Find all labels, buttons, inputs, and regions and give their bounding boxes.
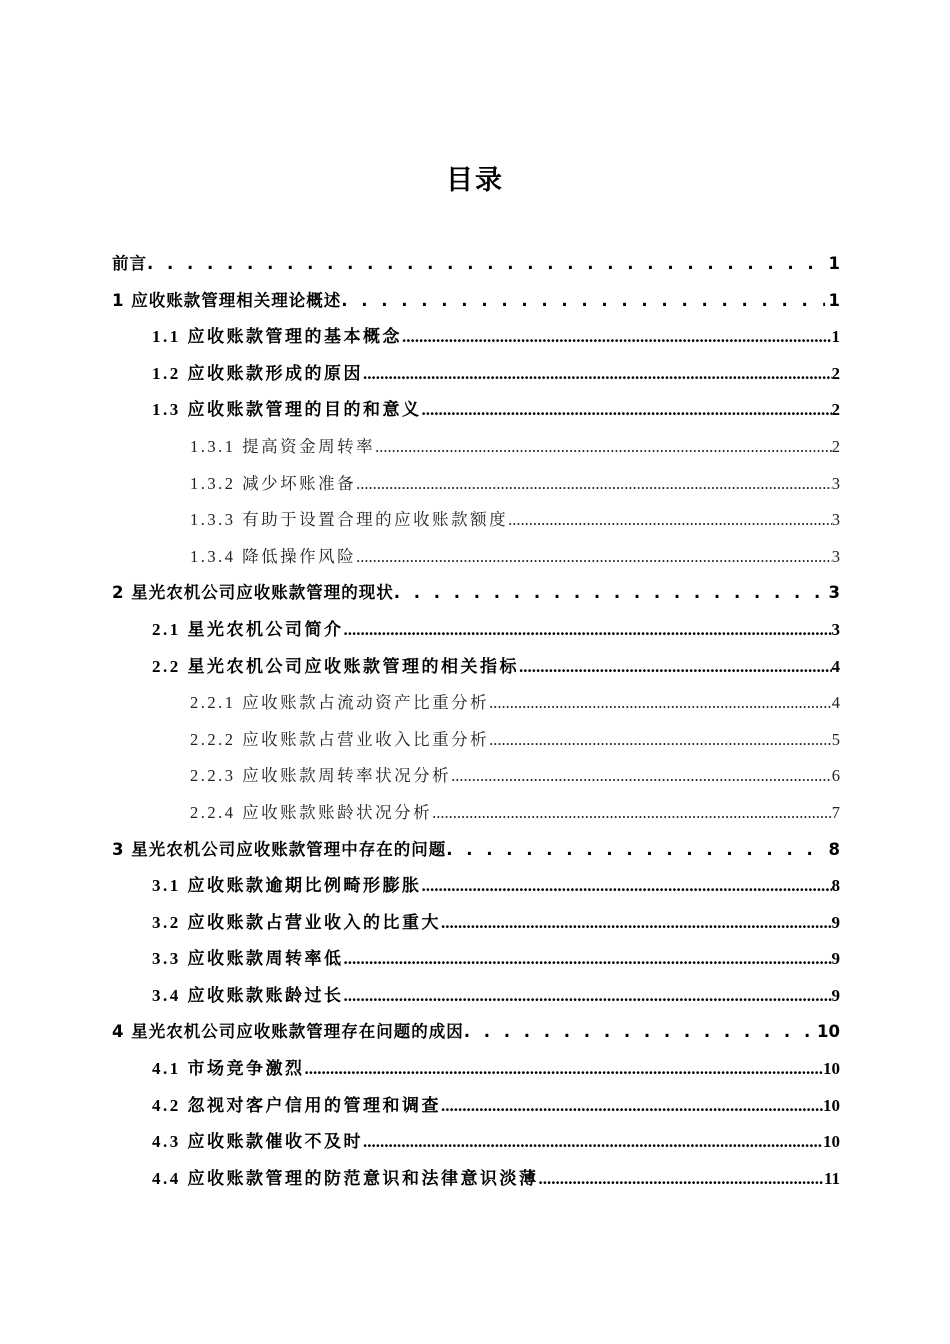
toc-dot-leader (363, 1124, 823, 1161)
toc-entry-level-1[interactable] (112, 283, 840, 320)
toc-dot-leader (539, 1161, 824, 1198)
toc-page-number: 9 (831, 949, 840, 969)
toc-entry-label: 2.2.2 应收账款占营业收入比重分析 (190, 729, 490, 749)
toc-dot-leader (441, 1088, 823, 1125)
toc-page-number: 4 (831, 656, 840, 676)
toc-page-number: 2 (831, 400, 840, 420)
toc-entry-label: 1.3.4 降低操作风险 (190, 546, 357, 566)
toc-entry-level-2[interactable] (112, 1124, 840, 1161)
toc-entry-label: 2.2.4 应收账款账龄状况分析 (190, 802, 433, 822)
toc-dot-leader (451, 758, 832, 795)
toc-entry-label: 4.4 应收账款管理的防范意识和法律意识淡薄 (152, 1168, 539, 1188)
toc-page-number: 6 (831, 766, 840, 786)
toc-dot-leader (508, 502, 832, 539)
toc-dot-leader (344, 612, 832, 649)
toc-entry-label: 2 星光农机公司应收账款管理的现状 (112, 583, 394, 603)
toc-entry-level-2[interactable] (112, 978, 840, 1015)
toc-entry-level-2[interactable] (112, 1161, 840, 1198)
toc-entry-level-3[interactable] (112, 795, 840, 832)
toc-page-number: 3 (831, 473, 840, 493)
toc-page-number: 10 (823, 1132, 840, 1152)
toc-dot-leader (446, 832, 824, 869)
toc-dot-leader (519, 649, 832, 686)
toc-dot-leader (441, 905, 832, 942)
toc-entry-label: 3.1 应收账款逾期比例畸形膨胀 (152, 876, 422, 896)
toc-entry-level-2[interactable] (112, 1088, 840, 1125)
toc-entry-label: 2.1 星光农机公司简介 (152, 619, 344, 639)
toc-entry-label: 4 星光农机公司应收账款管理存在问题的成因 (112, 1022, 464, 1042)
toc-page-number: 8 (831, 876, 840, 896)
toc-entry-label: 1.3.1 提高资金周转率 (190, 436, 376, 456)
toc-page-number: 1 (828, 254, 840, 273)
toc-page-number: 1 (828, 290, 840, 310)
toc-entry-label: 1.3.2 减少坏账准备 (190, 473, 357, 493)
toc-entry-label: 1 应收账款管理相关理论概述 (112, 290, 342, 310)
toc-entry-level-3[interactable] (112, 466, 840, 503)
toc-dot-leader (147, 246, 825, 283)
toc-entry-label: 1.2 应收账款形成的原因 (152, 363, 363, 383)
toc-page-number: 11 (823, 1168, 840, 1188)
toc-entry-level-2[interactable] (112, 905, 840, 942)
toc-entry-level-1[interactable] (112, 1014, 840, 1051)
toc-entry-level-1[interactable] (112, 246, 840, 283)
toc-entry-label: 1.1 应收账款管理的基本概念 (152, 327, 402, 347)
toc-entry-label: 4.2 忽视对客户信用的管理和调查 (152, 1095, 441, 1115)
toc-dot-leader (344, 941, 832, 978)
toc-entry-level-2[interactable] (112, 941, 840, 978)
table-of-contents (112, 246, 840, 1197)
toc-entry-level-3[interactable] (112, 539, 840, 576)
toc-page-number: 5 (831, 729, 840, 749)
toc-dot-leader (305, 1051, 824, 1088)
toc-page-number: 8 (828, 839, 840, 859)
toc-dot-leader (344, 978, 832, 1015)
toc-dot-leader (464, 1014, 813, 1051)
toc-entry-label: 4.1 市场竞争激烈 (152, 1059, 305, 1079)
toc-page-number: 9 (831, 985, 840, 1005)
toc-page-number: 3 (831, 546, 840, 566)
toc-page-number: 10 (817, 1022, 840, 1042)
toc-dot-leader (375, 429, 832, 466)
toc-entry-label: 3 星光农机公司应收账款管理中存在的问题 (112, 839, 447, 859)
toc-entry-label: 2.2 星光农机公司应收账款管理的相关指标 (152, 656, 519, 676)
toc-page-number: 2 (831, 363, 840, 383)
toc-entry-level-2[interactable] (112, 868, 840, 905)
toc-page-number: 1 (831, 327, 840, 347)
toc-entry-level-3[interactable] (112, 429, 840, 466)
toc-entry-label: 3.3 应收账款周转率低 (152, 949, 344, 969)
toc-page-number: 9 (831, 912, 840, 932)
toc-entry-label: 4.3 应收账款催收不及时 (152, 1132, 363, 1152)
toc-entry-level-2[interactable] (112, 392, 840, 429)
toc-entry-label: 前言 (112, 254, 147, 273)
toc-entry-level-3[interactable] (112, 758, 840, 795)
toc-entry-level-1[interactable] (112, 832, 840, 869)
toc-dot-leader (363, 356, 832, 393)
toc-page-number: 3 (828, 583, 840, 603)
toc-page-number: 10 (823, 1095, 840, 1115)
toc-entry-level-2[interactable] (112, 356, 840, 393)
toc-page-number: 4 (831, 693, 840, 713)
toc-page-number: 3 (831, 619, 840, 639)
toc-dot-leader (432, 795, 832, 832)
toc-dot-leader (489, 722, 832, 759)
toc-dot-leader (422, 868, 832, 905)
toc-page-number: 7 (831, 802, 840, 822)
toc-page-number: 3 (831, 510, 840, 530)
toc-entry-label: 1.3 应收账款管理的目的和意义 (152, 400, 422, 420)
toc-dot-leader (394, 575, 825, 612)
toc-entry-level-1[interactable] (112, 575, 840, 612)
toc-entry-label: 3.2 应收账款占营业收入的比重大 (152, 912, 441, 932)
toc-entry-label: 1.3.3 有助于设置合理的应收账款额度 (190, 510, 509, 530)
toc-dot-leader (489, 685, 832, 722)
toc-title: 目录 (446, 165, 504, 196)
toc-entry-label: 2.2.1 应收账款占流动资产比重分析 (190, 693, 490, 713)
toc-entry-level-2[interactable] (112, 319, 840, 356)
toc-entry-label: 3.4 应收账款账龄过长 (152, 985, 344, 1005)
toc-entry-level-3[interactable] (112, 502, 840, 539)
toc-dot-leader (402, 319, 832, 356)
toc-entry-level-2[interactable] (112, 1051, 840, 1088)
toc-dot-leader (422, 392, 832, 429)
toc-dot-leader (356, 466, 832, 503)
toc-dot-leader (356, 539, 832, 576)
toc-page-number: 2 (831, 436, 840, 456)
toc-entry-level-2[interactable] (112, 649, 840, 686)
toc-entry-level-2[interactable] (112, 612, 840, 649)
toc-entry-label: 2.2.3 应收账款周转率状况分析 (190, 766, 452, 786)
toc-page-number: 10 (823, 1059, 840, 1079)
toc-dot-leader (341, 283, 824, 320)
toc-entry-level-3[interactable] (112, 685, 840, 722)
toc-entry-level-3[interactable] (112, 722, 840, 759)
